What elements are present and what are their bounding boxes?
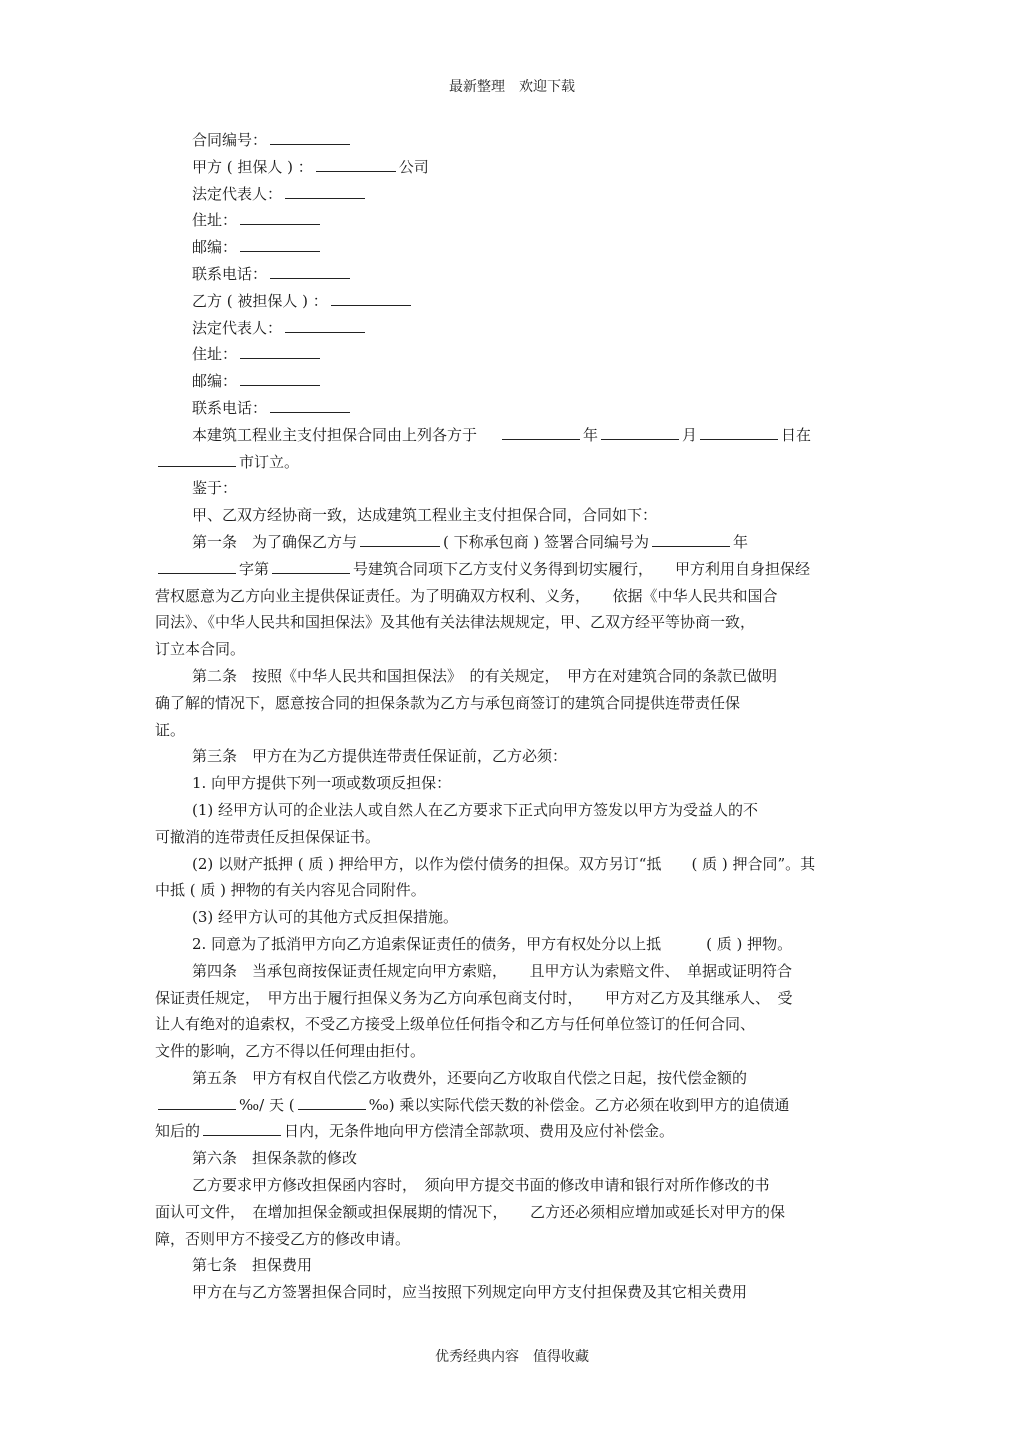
article-1-line-4: 同法》、《中华人民共和国担保法》及其他有关法律法规规定，甲、乙双方经平等协商一致， bbox=[155, 613, 756, 632]
article-3-line-3: (1) 经甲方认可的企业法人或自然人在乙方要求下正式向甲方签发以甲方为受益人的不 bbox=[192, 800, 759, 819]
fill-blank bbox=[652, 531, 730, 547]
consensus-line: 甲、乙双方经协商一致，达成建筑工程业主支付担保合同，合同如下： bbox=[192, 506, 658, 525]
article-1-text: 甲方利用自身担保经 bbox=[675, 559, 811, 578]
header-right-text: 欢迎下载 bbox=[519, 79, 575, 95]
party-b-postcode-field bbox=[155, 368, 870, 395]
year-label: 年 bbox=[583, 425, 599, 444]
field-label: 住址： bbox=[192, 345, 238, 364]
field-suffix: 公司 bbox=[398, 157, 429, 176]
page-header bbox=[0, 76, 1024, 96]
fill-blank bbox=[298, 1094, 366, 1110]
article-5-text: ‰/ 天 ( bbox=[239, 1095, 295, 1114]
article-6-line-1: 乙方要求甲方修改担保函内容时， 须向甲方提交书面的修改申请和银行对所作修改的书 bbox=[192, 1176, 770, 1195]
article-1-line-1 bbox=[155, 529, 870, 556]
field-label: 联系电话： bbox=[192, 264, 268, 283]
article-3-line-5: (2) 以财产抵押 ( 质 ) 押给甲方，以作为偿付债务的担保。双方另订“抵 ( 质 ) 押合同”。其 bbox=[192, 854, 816, 873]
article-5-text: 知后的 bbox=[155, 1122, 201, 1141]
field-label: 联系电话： bbox=[192, 398, 268, 417]
fill-blank bbox=[502, 424, 580, 440]
article-1-text: 年 bbox=[733, 532, 749, 551]
article-4-line-3: 让人有绝对的追索权，不受乙方接受上级单位任何指令和乙方与任何单位签订的任何合同、 bbox=[155, 1015, 756, 1034]
month-label: 月 bbox=[682, 425, 698, 444]
article-3-line-4: 可撤消的连带责任反担保保证书。 bbox=[155, 827, 381, 846]
fill-blank bbox=[240, 370, 320, 386]
page-footer bbox=[0, 1346, 1024, 1366]
party-a-legal-rep-field bbox=[155, 181, 870, 208]
fill-blank bbox=[316, 156, 396, 172]
fill-blank bbox=[240, 236, 320, 252]
article-6-title: 第六条 担保条款的修改 bbox=[192, 1149, 358, 1168]
fill-blank bbox=[270, 397, 350, 413]
fill-blank bbox=[360, 531, 440, 547]
article-7-line-1: 甲方在与乙方签署担保合同时，应当按照下列规定向甲方支付担保费及其它相关费用 bbox=[192, 1283, 748, 1302]
fill-blank bbox=[285, 183, 365, 199]
fill-blank bbox=[270, 129, 350, 145]
party-b-legal-rep-field bbox=[155, 315, 870, 342]
article-1-text: 第一条 为了确保乙方与 bbox=[192, 532, 358, 551]
party-a-field bbox=[155, 154, 870, 181]
article-1-line-2 bbox=[155, 556, 870, 583]
article-5-text: 日内，无条件地向甲方偿清全部款项、费用及应付补偿金。 bbox=[284, 1122, 675, 1141]
fill-blank bbox=[158, 558, 236, 574]
article-1-line-3: 营权愿意为乙方向业主提供保证责任。为了明确双方权利、义务， 依据《中华人民共和国合 bbox=[155, 586, 778, 605]
article-5-text: ‰) 乘以实际代偿天数的补偿金。乙方必须在收到甲方的追债通 bbox=[368, 1095, 790, 1114]
article-2-line-3: 证。 bbox=[155, 720, 186, 739]
article-2-line-2: 确了解的情况下，愿意按合同的担保条款为乙方与承包商签订的建筑合同提供连带责任保 bbox=[155, 693, 741, 712]
article-3-line-6: 中抵 ( 质 ) 押物的有关内容见合同附件。 bbox=[155, 881, 426, 900]
party-a-postcode-field bbox=[155, 234, 870, 261]
day-label: 日在 bbox=[781, 425, 812, 444]
field-label: 邮编： bbox=[192, 372, 238, 391]
article-5-line-2 bbox=[155, 1092, 870, 1119]
article-7-title: 第七条 担保费用 bbox=[192, 1256, 313, 1275]
article-6-line-3: 障，否则甲方不接受乙方的修改申请。 bbox=[155, 1229, 411, 1248]
article-4-line-4: 文件的影响，乙方不得以任何理由拒付。 bbox=[155, 1042, 426, 1061]
field-label: 合同编号： bbox=[192, 131, 268, 149]
article-2-line-1: 第二条 按照《中华人民共和国担保法》 的有关规定， 甲方在对建筑合同的条款已做明 bbox=[192, 666, 778, 685]
fill-blank bbox=[285, 317, 365, 333]
header-left-text: 最新整理 bbox=[449, 79, 505, 95]
signing-text: 本建筑工程业主支付担保合同由上列各方于 bbox=[192, 425, 478, 444]
footer-left-text: 优秀经典内容 bbox=[435, 1349, 519, 1365]
contract-body bbox=[155, 127, 870, 1306]
fill-blank bbox=[158, 451, 236, 467]
article-3-line-1: 第三条 甲方在为乙方提供连带责任保证前，乙方必须： bbox=[192, 747, 568, 766]
field-label: 法定代表人： bbox=[192, 184, 283, 203]
article-4-line-1: 第四条 当承包商按保证责任规定向甲方索赔， 且甲方认为索赔文件、 单据或证明符合 bbox=[192, 961, 793, 980]
fill-blank bbox=[240, 209, 320, 225]
article-1-text: ( 下称承包商 ) 签署合同编号为 bbox=[443, 532, 650, 551]
city-label: 市订立。 bbox=[239, 452, 300, 471]
footer-right-text: 值得收藏 bbox=[533, 1349, 589, 1365]
fill-blank bbox=[700, 424, 778, 440]
article-3-line-8: 2. 同意为了抵消甲方向乙方追索保证责任的债务，甲方有权处分以上抵 ( 质 ) 押物。 bbox=[192, 934, 793, 953]
fill-blank bbox=[158, 1094, 236, 1110]
fill-blank bbox=[601, 424, 679, 440]
field-label: 法定代表人： bbox=[192, 318, 283, 337]
field-label: 住址： bbox=[192, 211, 238, 230]
article-6-line-2: 面认可文件， 在增加担保金额或担保展期的情况下， 乙方还必须相应增加或延长对甲方的保 bbox=[155, 1202, 786, 1221]
party-b-field bbox=[155, 288, 870, 315]
field-label: 甲方 ( 担保人 ) ： bbox=[192, 157, 313, 176]
article-3-line-2: 1. 向甲方提供下列一项或数项反担保： bbox=[192, 774, 452, 793]
party-b-address-field bbox=[155, 341, 870, 368]
fill-blank bbox=[331, 290, 411, 306]
party-a-address-field bbox=[155, 207, 870, 234]
fill-blank bbox=[270, 263, 350, 279]
article-1-text: 号建筑合同项下乙方支付义务得到切实履行， bbox=[353, 559, 654, 578]
signing-line bbox=[155, 422, 870, 449]
article-3-line-7: (3) 经甲方认可的其他方式反担保措施。 bbox=[192, 908, 459, 927]
article-1-line-5: 订立本合同。 bbox=[155, 640, 246, 659]
field-label: 邮编： bbox=[192, 238, 238, 257]
fill-blank bbox=[240, 343, 320, 359]
signing-city-line bbox=[155, 449, 870, 476]
article-4-line-2: 保证责任规定， 甲方出于履行担保义务为乙方向承包商支付时， 甲方对乙方及其继承人、 受 bbox=[155, 988, 793, 1007]
party-b-phone-field bbox=[155, 395, 870, 422]
fill-blank bbox=[203, 1120, 281, 1136]
field-label: 乙方 ( 被担保人 ) ： bbox=[192, 291, 328, 310]
fill-blank bbox=[272, 558, 350, 574]
article-5-line-1: 第五条 甲方有权自代偿乙方收费外，还要向乙方收取自代偿之日起，按代偿金额的 bbox=[192, 1068, 748, 1087]
article-5-line-3 bbox=[155, 1118, 870, 1145]
contract-number-field bbox=[155, 127, 870, 154]
party-a-phone-field bbox=[155, 261, 870, 288]
article-1-text: 字第 bbox=[239, 559, 270, 578]
whereas-line: 鉴于： bbox=[192, 479, 238, 498]
